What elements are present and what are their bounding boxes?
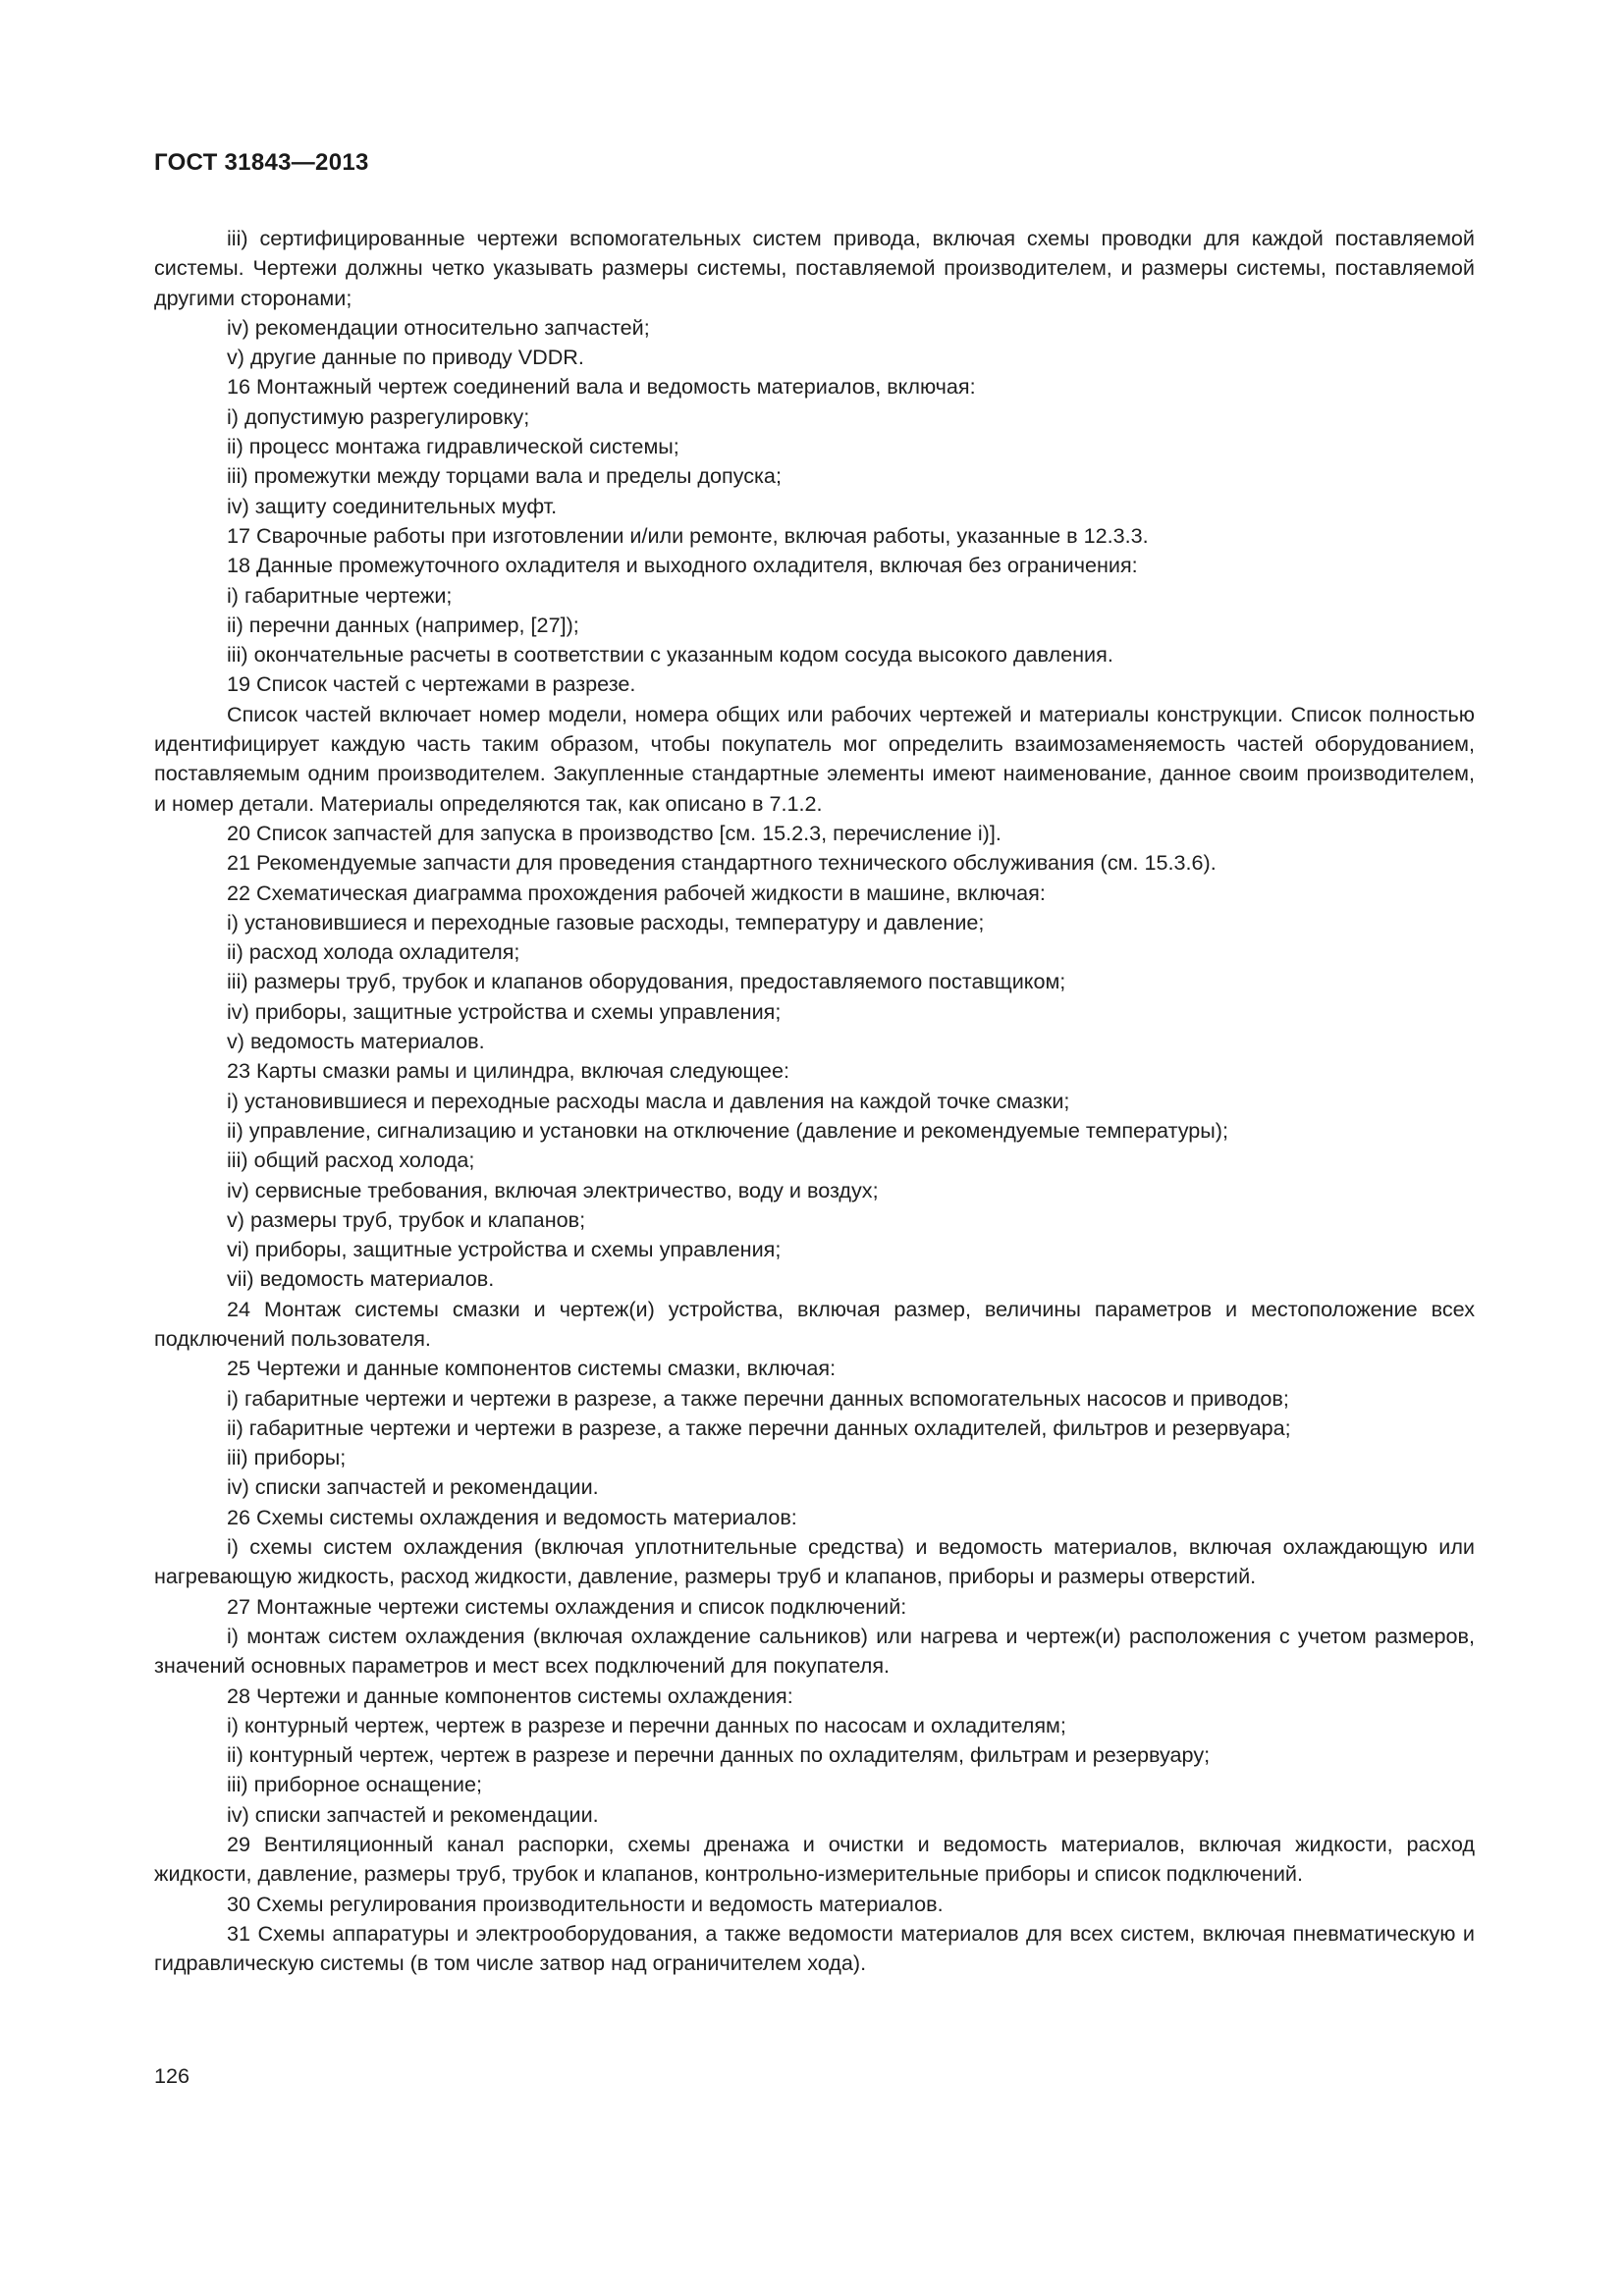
paragraph: 19 Список частей с чертежами в разрезе. (227, 671, 636, 697)
paragraph: i) монтаж систем охлаждения (включая охлаждение сальников) или нагрева и чертеж(и) расположения с учетом размеров, значений основных параметров и мест всех подключений для покупателя. (154, 1623, 1475, 1679)
paragraph: 31 Схемы аппаратуры и электрооборудования, а также ведомости материалов для всех систем, включая пневматическую и гидравлическую системы (в том числе затвор над ограничителем хода). (154, 1920, 1475, 1976)
paragraph: iv) приборы, защитные устройства и схемы управления; (227, 998, 782, 1024)
paragraph: 17 Сварочные работы при изготовлении и/или ремонте, включая работы, указанные в 12.3.3. (227, 522, 1149, 548)
paragraph: 30 Схемы регулирования производительности и ведомость материалов. (227, 1891, 944, 1916)
paragraph: i) схемы систем охлаждения (включая уплотнительные средства) и ведомость материалов, включая охлаждающую или нагревающую жидкость, расход жидкости, давление, размеры труб и клапанов, приборы и размеры отверстий. (154, 1534, 1475, 1589)
paragraph: 28 Чертежи и данные компонентов системы охлаждения: (227, 1682, 793, 1708)
paragraph: 29 Вентиляционный канал распорки, схемы дренажа и очистки и ведомость материалов, включая жидкости, расход жидкости, давление, размеры труб, трубок и клапанов, контрольно-измерительные приборы и список подключений. (154, 1832, 1475, 1887)
paragraph: iv) списки запчастей и рекомендации. (227, 1474, 599, 1500)
paragraph: 23 Карты смазки рамы и цилиндра, включая следующее: (227, 1058, 789, 1084)
paragraph: ii) расход холода охладителя; (227, 939, 520, 965)
paragraph: iii) промежутки между торцами вала и пределы допуска; (227, 463, 782, 489)
paragraph: 27 Монтажные чертежи системы охлаждения и список подключений: (227, 1593, 907, 1619)
page-number: 126 (154, 2063, 190, 2088)
paragraph: iv) списки запчастей и рекомендации. (227, 1801, 599, 1827)
paragraph: 18 Данные промежуточного охладителя и выходного охладителя, включая без ограничения: (227, 553, 1138, 578)
paragraph: vi) приборы, защитные устройства и схемы управления; (227, 1237, 782, 1262)
paragraph: v) размеры труб, трубок и клапанов; (227, 1206, 586, 1232)
paragraph: 22 Схематическая диаграмма прохождения рабочей жидкости в машине, включая: (227, 880, 1046, 905)
body-text (154, 224, 1475, 1979)
paragraph: ii) управление, сигнализацию и установки на отключение (давление и рекомендуемые температуры); (227, 1117, 1228, 1143)
paragraph: iv) сервисные требования, включая электричество, воду и воздух; (227, 1177, 879, 1202)
paragraph: i) габаритные чертежи и чертежи в разрезе, а также перечни данных вспомогательных насосов и приводов; (227, 1385, 1289, 1411)
paragraph: v) другие данные по приводу VDDR. (227, 345, 584, 370)
paragraph: 21 Рекомендуемые запчасти для проведения стандартного технического обслуживания (см. 15.3.6). (227, 850, 1217, 876)
paragraph: iii) окончательные расчеты в соответствии с указанным кодом сосуда высокого давления. (227, 642, 1113, 667)
paragraph: iii) размеры труб, трубок и клапанов оборудования, предоставляемого поставщиком; (227, 969, 1066, 994)
paragraph: ii) контурный чертеж, чертеж в разрезе и перечни данных по охладителям, фильтрам и резервуару; (227, 1742, 1211, 1768)
paragraph: iv) защиту соединительных муфт. (227, 493, 558, 518)
paragraph: Список частей включает номер модели, номера общих или рабочих чертежей и материалы конструкции. Список полностью идентифицирует каждую часть таким образом, чтобы покупатель мог определить взаимозаменяемость частей оборудованием, поставляемым одним производителем. Закупленные стандартные элементы имеют наименование, данное своим производителем, и номер детали. Материалы определяются так, как описано в 7.1.2. (154, 701, 1475, 816)
paragraph: iii) общий расход холода; (227, 1148, 475, 1173)
paragraph: ii) перечни данных (например, [27]); (227, 612, 579, 637)
paragraph: iii) приборы; (227, 1445, 347, 1470)
paragraph: i) установившиеся и переходные газовые расходы, температуру и давление; (227, 909, 985, 934)
paragraph: 20 Список запчастей для запуска в производство [см. 15.2.3, перечисление i)]. (227, 820, 1001, 845)
paragraph: 25 Чертежи и данные компонентов системы смазки, включая: (227, 1356, 837, 1381)
standard-header: ГОСТ 31843—2013 (154, 149, 369, 176)
paragraph: vii) ведомость материалов. (227, 1266, 495, 1292)
paragraph: 24 Монтаж системы смазки и чертеж(и) устройства, включая размер, величины параметров и местоположение всех подключений пользователя. (154, 1296, 1475, 1351)
paragraph: 26 Схемы системы охлаждения и ведомость материалов: (227, 1504, 797, 1529)
paragraph: i) допустимую разрегулировку; (227, 403, 530, 429)
paragraph: iv) рекомендации относительно запчастей; (227, 314, 650, 340)
paragraph: i) установившиеся и переходные расходы масла и давления на каждой точке смазки; (227, 1088, 1070, 1113)
paragraph: 16 Монтажный чертеж соединений вала и ведомость материалов, включая: (227, 374, 976, 400)
paragraph: i) контурный чертеж, чертеж в разрезе и перечни данных по насосам и охладителям; (227, 1712, 1066, 1737)
paragraph: ii) габаритные чертежи и чертежи в разрезе, а также перечни данных охладителей, фильтров и резервуара; (227, 1415, 1291, 1440)
paragraph: iii) приборное оснащение; (227, 1772, 482, 1797)
paragraph: ii) процесс монтажа гидравлической системы; (227, 434, 679, 459)
paragraph: i) габаритные чертежи; (227, 582, 453, 608)
paragraph: v) ведомость материалов. (227, 1029, 485, 1054)
paragraph: iii) сертифицированные чертежи вспомогательных систем привода, включая схемы проводки для каждой поставляемой системы. Чертежи должны четко указывать размеры системы, поставляемой производителем, и размеры системы, поставляемой другими сторонами; (154, 226, 1475, 310)
